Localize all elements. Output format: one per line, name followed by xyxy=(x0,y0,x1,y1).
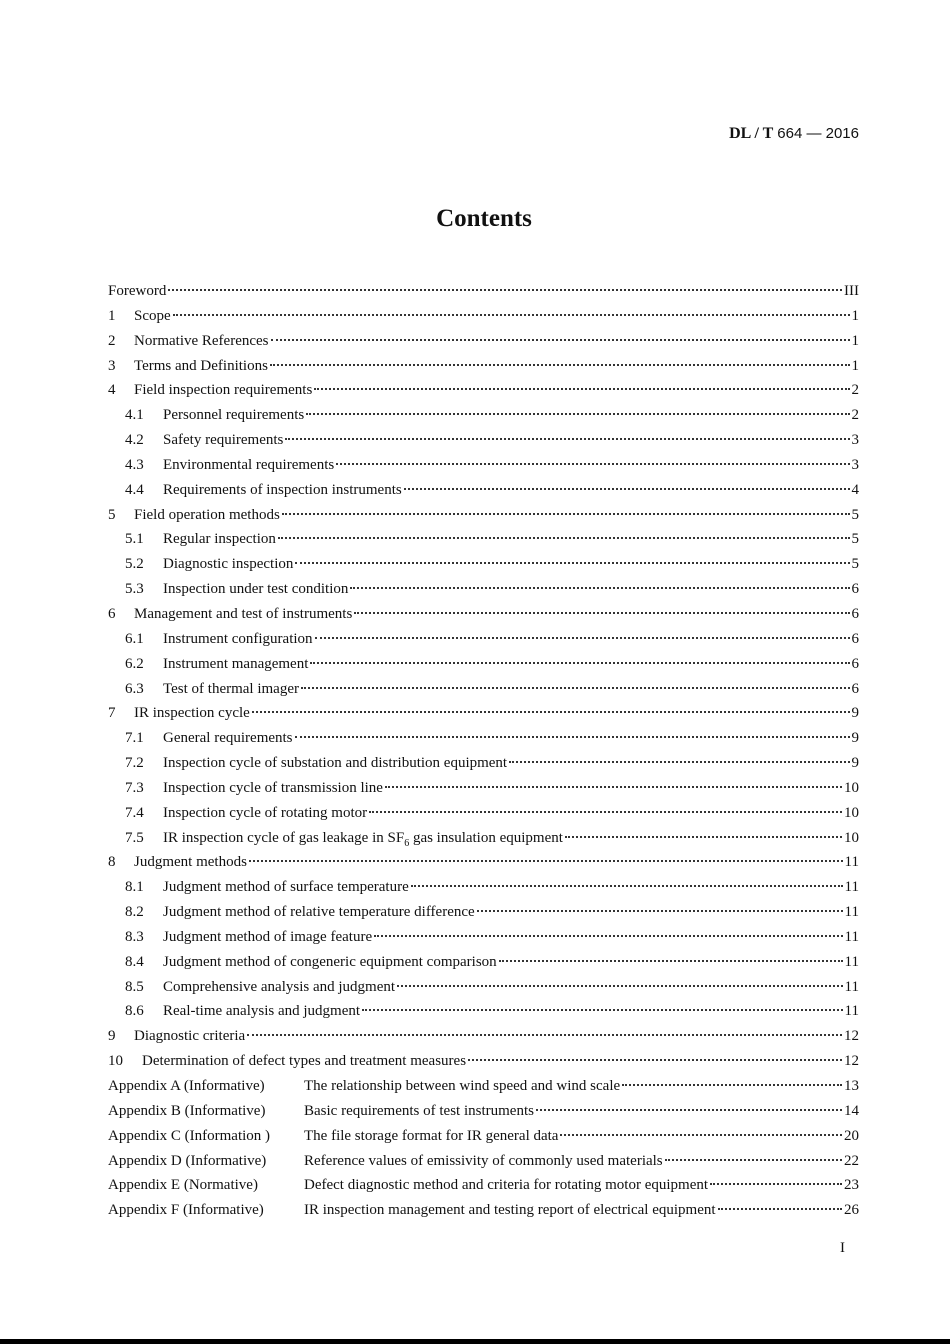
toc-entry-appendix-f[interactable]: Appendix F (Informative) IR inspection management and testing report of electrical equipment 26 xyxy=(108,1202,859,1219)
toc-entry-2[interactable]: 2 Normative References 1 xyxy=(108,332,859,349)
leader-dots xyxy=(285,437,849,440)
leader-dots xyxy=(509,760,849,763)
toc-entry-6-1[interactable]: 6.1 Instrument configuration 6 xyxy=(125,630,859,647)
toc-entry-5-2[interactable]: 5.2 Diagnostic inspection 5 xyxy=(125,556,859,573)
toc-entry-5[interactable]: 5 Field operation methods 5 xyxy=(108,506,859,523)
toc-entry-8-6[interactable]: 8.6 Real-time analysis and judgment 11 xyxy=(125,1003,859,1020)
toc-entry-8-3[interactable]: 8.3 Judgment method of image feature 11 xyxy=(125,928,859,945)
toc-entry-7-1[interactable]: 7.1 General requirements 9 xyxy=(125,730,859,747)
leader-dots xyxy=(718,1207,842,1210)
toc-entry-foreword[interactable]: Foreword III xyxy=(108,283,859,299)
leader-dots xyxy=(622,1083,842,1086)
toc-entry-7-5[interactable]: 7.5 IR inspection cycle of gas leakage in $SF_6$ gas insulation equipment 10 xyxy=(125,829,859,849)
toc-entry-5-3[interactable]: 5.3 Inspection under test condition 6 xyxy=(125,581,859,598)
toc-entry-1[interactable]: 1 Scope 1 xyxy=(108,307,859,324)
leader-dots xyxy=(168,288,842,291)
leader-dots xyxy=(295,561,849,564)
toc-entry-4-4[interactable]: 4.4 Requirements of inspection instruments 4 xyxy=(125,481,859,498)
bottom-rule xyxy=(0,1339,950,1344)
leader-dots xyxy=(282,512,850,515)
leader-dots xyxy=(278,536,850,539)
document-code xyxy=(729,125,859,143)
leader-dots xyxy=(306,412,849,415)
leader-dots xyxy=(362,1008,843,1011)
leader-dots xyxy=(173,313,850,316)
toc-entry-5-1[interactable]: 5.1 Regular inspection 5 xyxy=(125,531,859,548)
document-code-prefix: DL / T xyxy=(729,125,774,142)
toc-entry-10[interactable]: 10 Determination of defect types and treatment measures 12 xyxy=(108,1053,859,1070)
toc-entry-7[interactable]: 7 IR inspection cycle 9 xyxy=(108,705,859,722)
toc-entry-appendix-c[interactable]: Appendix C (Information ) The file storage format for IR general data 20 xyxy=(108,1127,859,1144)
toc-entry-6-3[interactable]: 6.3 Test of thermal imager 6 xyxy=(125,680,859,697)
leader-dots xyxy=(385,785,842,788)
leader-dots xyxy=(315,636,850,639)
toc-entry-appendix-b[interactable]: Appendix B (Informative) Basic requirements of test instruments 14 xyxy=(108,1102,859,1119)
toc-entry-9[interactable]: 9 Diagnostic criteria 12 xyxy=(108,1028,859,1045)
leader-dots xyxy=(665,1158,842,1161)
toc-entry-appendix-a[interactable]: Appendix A (Informative) The relationship between wind speed and wind scale 13 xyxy=(108,1078,859,1094)
leader-dots xyxy=(369,810,842,813)
leader-dots xyxy=(271,338,850,341)
leader-dots xyxy=(354,611,849,614)
leader-dots xyxy=(295,735,850,738)
toc-entry-appendix-e[interactable]: Appendix E (Normative) Defect diagnostic method and criteria for rotating motor equipment 23 xyxy=(108,1177,859,1194)
toc-entry-4-2[interactable]: 4.2 Safety requirements 3 xyxy=(125,432,859,449)
leader-dots xyxy=(314,387,849,390)
toc-entry-8-4[interactable]: 8.4 Judgment method of congeneric equipment comparison 11 xyxy=(125,953,859,970)
leader-dots xyxy=(249,859,843,862)
leader-dots xyxy=(310,661,849,664)
leader-dots xyxy=(565,835,842,838)
toc-entry-8-2[interactable]: 8.2 Judgment method of relative temperature difference 11 xyxy=(125,904,859,921)
toc-entry-4-1[interactable]: 4.1 Personnel requirements 2 xyxy=(125,407,859,424)
leader-dots xyxy=(411,884,843,887)
leader-dots xyxy=(468,1058,842,1061)
leader-dots xyxy=(374,934,842,937)
page-number: I xyxy=(840,1240,845,1256)
leader-dots xyxy=(710,1182,842,1185)
toc-entry-6-2[interactable]: 6.2 Instrument management 6 xyxy=(125,655,859,672)
leader-dots xyxy=(499,959,843,962)
toc-entry-4-3[interactable]: 4.3 Environmental requirements 3 xyxy=(125,456,859,473)
leader-dots xyxy=(404,487,850,490)
toc-entry-8-5[interactable]: 8.5 Comprehensive analysis and judgment 11 xyxy=(125,978,859,995)
leader-dots xyxy=(477,909,843,912)
table-of-contents xyxy=(108,283,859,1227)
leader-dots xyxy=(336,462,849,465)
toc-entry-7-4[interactable]: 7.4 Inspection cycle of rotating motor 10 xyxy=(125,804,859,821)
page-title: Contents xyxy=(436,205,532,232)
leader-dots xyxy=(350,586,849,589)
leader-dots xyxy=(252,710,850,713)
toc-entry-3[interactable]: 3 Terms and Definitions 1 xyxy=(108,357,859,374)
leader-dots xyxy=(270,363,850,366)
document-code-number: 664 — 2016 xyxy=(777,125,859,142)
toc-entry-8-1[interactable]: 8.1 Judgment method of surface temperature 11 xyxy=(125,879,859,896)
toc-entry-7-2[interactable]: 7.2 Inspection cycle of substation and distribution equipment 9 xyxy=(125,755,859,772)
toc-entry-appendix-d[interactable]: Appendix D (Informative) Reference values of emissivity of commonly used materials 22 xyxy=(108,1152,859,1169)
leader-dots xyxy=(536,1108,842,1111)
toc-entry-8[interactable]: 8 Judgment methods 11 xyxy=(108,854,859,871)
leader-dots xyxy=(301,686,850,689)
toc-entry-4[interactable]: 4 Field inspection requirements 2 xyxy=(108,382,859,399)
toc-entry-7-3[interactable]: 7.3 Inspection cycle of transmission line 10 xyxy=(125,779,859,796)
leader-dots xyxy=(560,1133,842,1136)
toc-entry-6[interactable]: 6 Management and test of instruments 6 xyxy=(108,605,859,622)
leader-dots xyxy=(247,1033,842,1036)
leader-dots xyxy=(397,984,843,987)
